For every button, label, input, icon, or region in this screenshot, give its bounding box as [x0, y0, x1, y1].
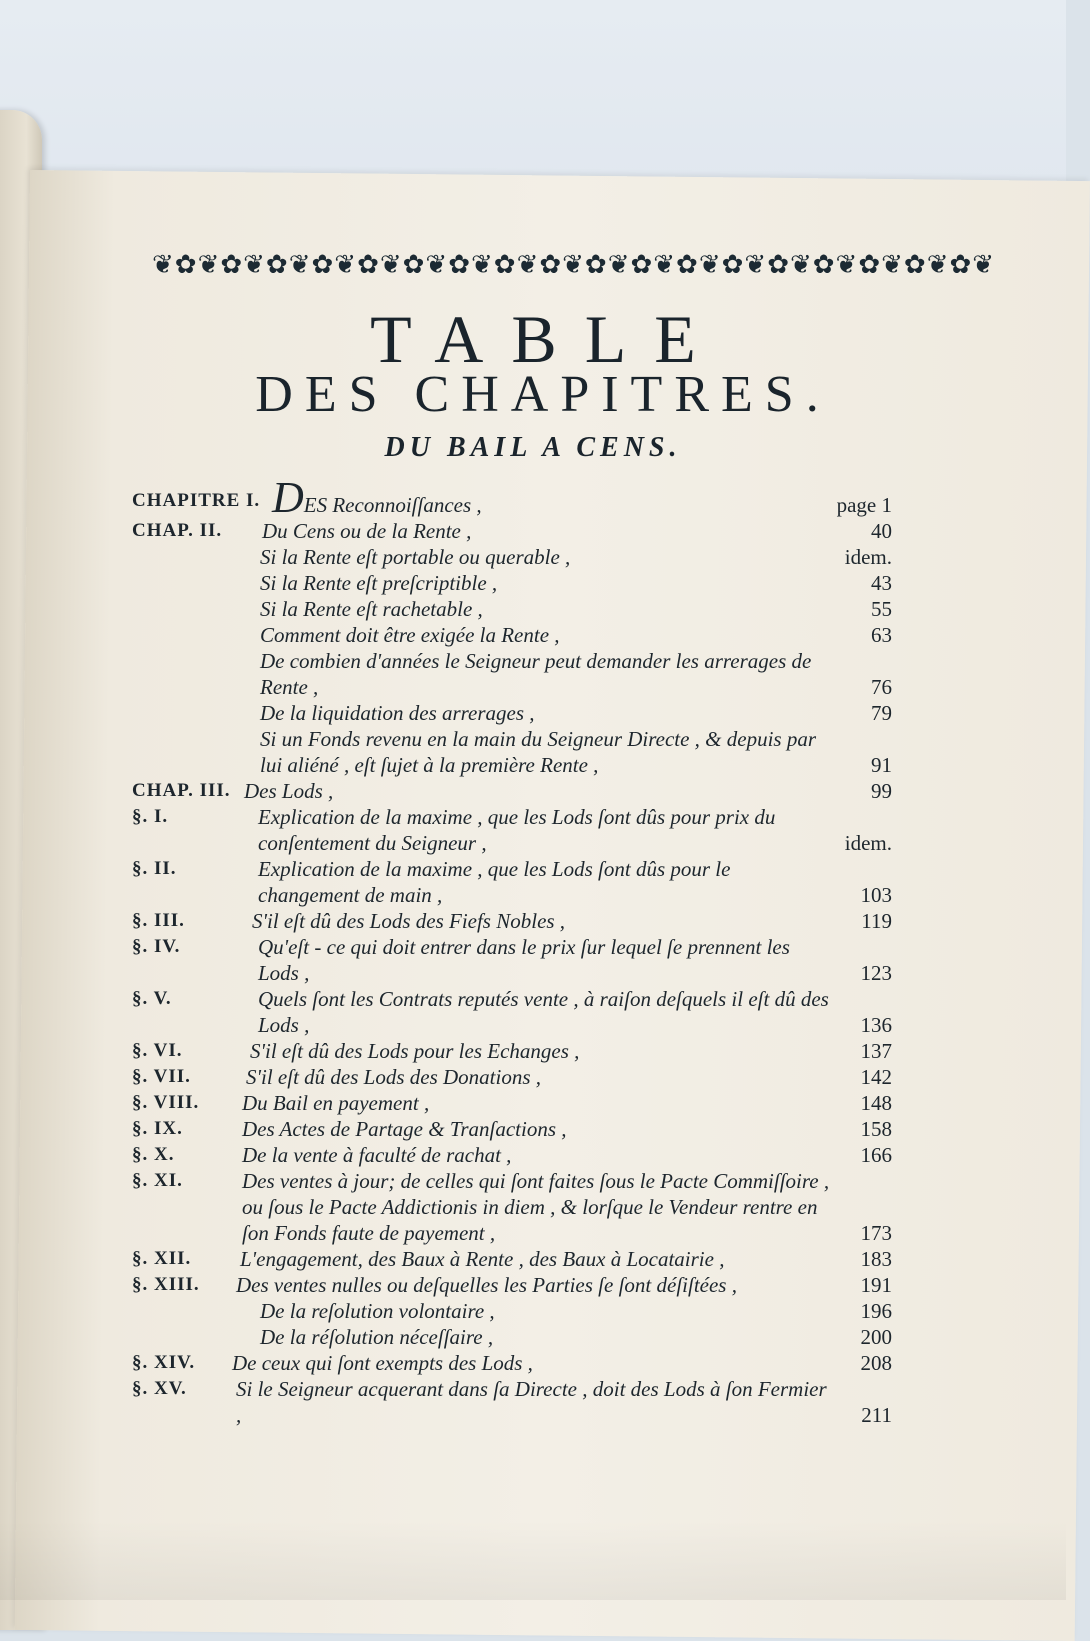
toc-entry-page-number: 183 [860, 1247, 892, 1271]
toc-entry-label: §. IX. [132, 1118, 183, 1139]
toc-entry [132, 908, 892, 934]
toc-entry-text: Quels ſont les Contrats reputés vente , à raiſon deſquels il eſt dû des Lods , [258, 987, 829, 1037]
toc-entry [132, 1142, 892, 1168]
toc-entry [132, 518, 892, 544]
toc-entry-title [132, 1298, 892, 1324]
toc-entry [132, 1064, 892, 1090]
toc-entry-text: Explication de la maxime , que les Lods ſont dûs pour prix du conſentement du Seigneur , [258, 805, 776, 855]
toc-entry-page-number: 103 [860, 883, 892, 907]
toc-entry-label: §. XIV. [132, 1352, 196, 1373]
toc-entry [132, 544, 892, 570]
toc-entry-page-number: 211 [861, 1403, 892, 1427]
toc-entry-page-number: 142 [860, 1065, 892, 1089]
toc-entry-title [132, 804, 892, 856]
toc-entry [132, 473, 892, 522]
toc-entry-label: §. XIII. [132, 1274, 200, 1295]
toc-entry-label: §. X. [132, 1144, 175, 1165]
toc-entry-label: CHAP. III. [132, 780, 231, 801]
toc-entry [132, 1168, 892, 1246]
toc-entry-label: §. XI. [132, 1170, 183, 1191]
toc-entry-page-number: 200 [860, 1325, 892, 1349]
toc-entry-title [132, 1064, 892, 1090]
toc-entry-page-number: 173 [860, 1221, 892, 1245]
toc-entry-title [132, 1376, 892, 1428]
toc-entry-label: §. II. [132, 858, 177, 879]
toc-entry-page-number: 76 [871, 675, 892, 699]
toc-entry-page-number: 99 [871, 779, 892, 803]
toc-entry-text: De combien d'années le Seigneur peut demander les arrerages de Rente , [260, 649, 812, 699]
toc-entry-text: Si la Rente eſt portable ou querable , [260, 545, 571, 569]
page-title: TABLE [370, 301, 724, 377]
toc-entry-page-number: page 1 [836, 493, 892, 517]
toc-entry-title [132, 1142, 892, 1168]
toc-entry-label: §. IV. [132, 936, 181, 957]
toc-entry-title [132, 1090, 892, 1116]
toc-entry-text: Si un Fonds revenu en la main du Seigneur Directe , & depuis par lui aliéné , eſt ſujet à la première Rente , [260, 727, 817, 777]
decorative-ornament-band: ❦✿❦✿❦✿❦✿❦✿❦✿❦✿❦✿❦✿❦✿❦✿❦✿❦✿❦✿❦✿❦✿❦✿❦✿❦ [152, 250, 996, 280]
toc-entry-text: Des ventes nulles ou deſquelles les Parties ſe ſont déſiſtées , [236, 1273, 737, 1297]
toc-entry [132, 1116, 892, 1142]
toc-entry-page-number: 123 [860, 961, 892, 985]
toc-entry-label: §. VII. [132, 1066, 191, 1087]
toc-entry-text: Du Cens ou de la Rente , [262, 519, 472, 543]
toc-entry-text: ES Reconnoiſſances , [303, 493, 482, 517]
page-subtitle: DES CHAPITRES. [255, 366, 831, 423]
drop-cap-letter: D [272, 473, 304, 522]
toc-entry [132, 726, 892, 778]
toc-entry [132, 596, 892, 622]
toc-entry [132, 1350, 892, 1376]
toc-entry [132, 1376, 892, 1428]
toc-entry-text: Des ventes à jour; de celles qui ſont faites ſous le Pacte Commiſſoire , ou ſous le Pacte Addictionis in diem , & lorſque le Vendeur rentre en ſon Fonds faute de payement , [242, 1169, 830, 1245]
toc-entry-page-number: 208 [860, 1351, 892, 1375]
toc-entry-text: Qu'eſt - ce qui doit entrer dans le prix ſur lequel ſe prennent les Lods , [258, 935, 790, 985]
toc-entry-page-number: 191 [860, 1273, 892, 1297]
toc-entry-text: S'il eſt dû des Lods des Fiefs Nobles , [252, 909, 566, 933]
toc-entry [132, 856, 892, 908]
toc-entry [132, 1246, 892, 1272]
toc-entry-page-number: 40 [871, 519, 892, 543]
toc-entry [132, 622, 892, 648]
toc-entry [132, 1298, 892, 1324]
toc-entry-text: Si la Rente eſt preſcriptible , [260, 571, 498, 595]
toc-entry-title [132, 778, 892, 804]
toc-entry-label: §. VIII. [132, 1092, 200, 1113]
toc-entry-page-number: idem. [844, 545, 892, 569]
toc-entry [132, 986, 892, 1038]
toc-entry-label: §. III. [132, 910, 185, 931]
toc-entry-title [132, 726, 892, 778]
toc-entry-title [132, 596, 892, 622]
toc-entry-label: §. VI. [132, 1040, 183, 1061]
toc-entry-title [132, 1272, 892, 1298]
toc-entry [132, 570, 892, 596]
toc-entry-page-number: 166 [860, 1143, 892, 1167]
toc-entry-text: Si la Rente eſt rachetable , [260, 597, 483, 621]
toc-entry-page-number: 63 [871, 623, 892, 647]
toc-entry-text: Des Lods , [244, 779, 334, 803]
toc-entry-text: S'il eſt dû des Lods des Donations , [246, 1065, 541, 1089]
toc-entry-title [132, 856, 892, 908]
toc-entry-title [132, 622, 892, 648]
toc-entry-label: §. XII. [132, 1248, 192, 1269]
toc-entry-title [132, 700, 892, 726]
toc-entry-page-number: 137 [860, 1039, 892, 1063]
section-heading: DU BAIL A CENS. [384, 432, 682, 463]
toc-entry-text: Du Bail en payement , [242, 1091, 430, 1115]
toc-entry-label: §. XV. [132, 1378, 187, 1399]
toc-entry-text: L'engagement, des Baux à Rente , des Baux à Locatairie , [240, 1247, 725, 1271]
toc-entry-title [132, 1038, 892, 1064]
toc-entry-page-number: 158 [860, 1117, 892, 1141]
toc-entry [132, 778, 892, 804]
toc-entry-text: De la reſolution volontaire , [260, 1299, 495, 1323]
toc-entry-page-number: 43 [871, 571, 892, 595]
toc-entry-title [132, 1116, 892, 1142]
toc-entry-label: CHAP. II. [132, 520, 223, 541]
table-of-contents [132, 473, 892, 1428]
toc-entry [132, 700, 892, 726]
toc-entry-page-number: 79 [871, 701, 892, 725]
toc-entry [132, 804, 892, 856]
toc-entry-label: CHAPITRE I. [132, 490, 261, 511]
toc-entry-page-number: 136 [860, 1013, 892, 1037]
toc-entry-label: §. I. [132, 806, 169, 827]
toc-entry-text: Explication de la maxime , que les Lods ſont dûs pour le changement de main , [258, 857, 731, 907]
toc-entry-text: Si le Seigneur acquerant dans ſa Directe , doit des Lods à ſon Fermier , [236, 1377, 827, 1427]
toc-entry-page-number: 91 [871, 753, 892, 777]
toc-entry-label: §. V. [132, 988, 172, 1009]
page-bottom-shadow [0, 1520, 1066, 1600]
toc-entry-text: De la vente à faculté de rachat , [242, 1143, 512, 1167]
toc-entry-title [132, 1324, 892, 1350]
toc-entry-text: De la liquidation des arrerages , [260, 701, 535, 725]
toc-entry-title [132, 934, 892, 986]
toc-entry [132, 1272, 892, 1298]
toc-entry [132, 648, 892, 700]
toc-entry-text: Des Actes de Partage & Tranſactions , [242, 1117, 567, 1141]
toc-entry-title [132, 1246, 892, 1272]
toc-entry-text: De la réſolution néceſſaire , [260, 1325, 494, 1349]
toc-entry [132, 1038, 892, 1064]
toc-entry-title [132, 1350, 892, 1376]
toc-entry-text: De ceux qui ſont exempts des Lods , [232, 1351, 533, 1375]
toc-entry-title [132, 570, 892, 596]
toc-entry-title [132, 986, 892, 1038]
toc-entry [132, 1324, 892, 1350]
toc-entry-title [132, 1168, 892, 1246]
toc-entry-page-number: 148 [860, 1091, 892, 1115]
toc-entry-page-number: 119 [861, 909, 892, 933]
toc-entry-title [132, 544, 892, 570]
toc-entry-text: Comment doit être exigée la Rente , [260, 623, 560, 647]
toc-entry-text: S'il eſt dû des Lods pour les Echanges , [250, 1039, 580, 1063]
toc-entry-title [132, 648, 892, 700]
toc-entry-page-number: idem. [844, 831, 892, 855]
toc-entry-page-number: 196 [860, 1299, 892, 1323]
toc-entry-title [132, 518, 892, 544]
toc-entry-page-number: 55 [871, 597, 892, 621]
toc-entry [132, 934, 892, 986]
toc-entry [132, 1090, 892, 1116]
toc-entry-title [132, 908, 892, 934]
